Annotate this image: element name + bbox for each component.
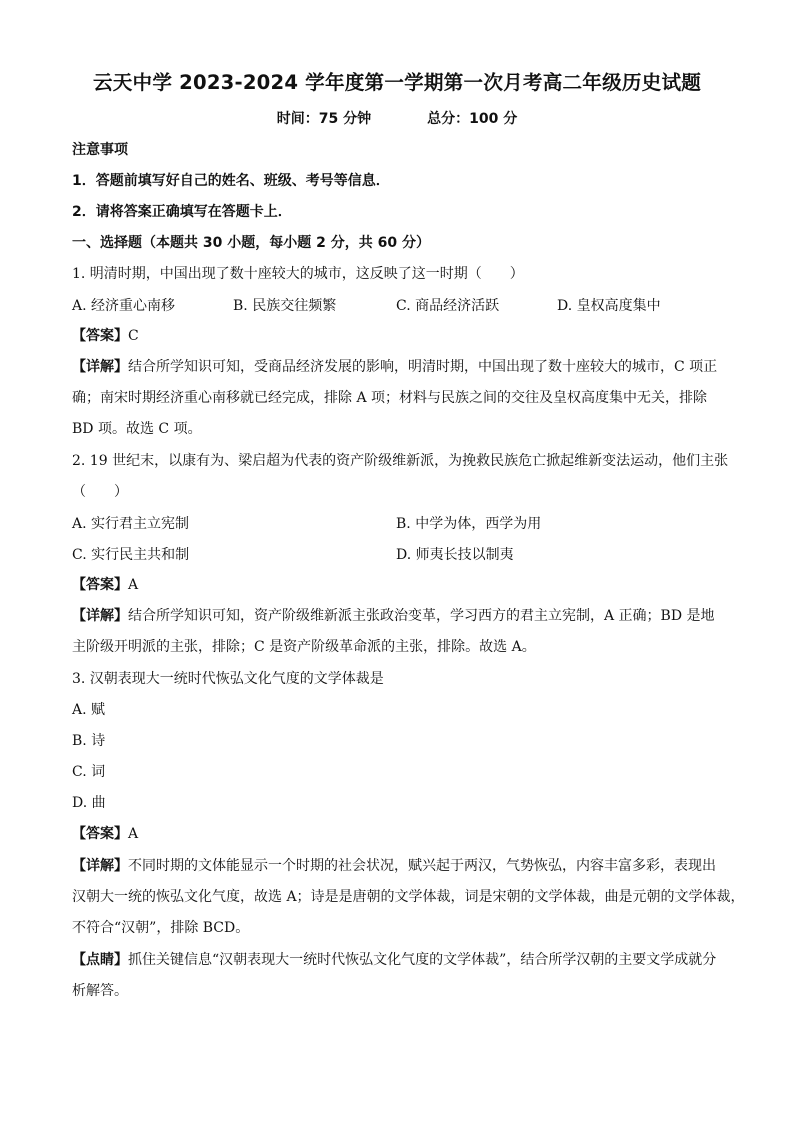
q1-option-b: B. 民族交往频繁 [233,298,337,314]
q1-detail-line-3: BD 项。故选 C 项。 [72,421,202,437]
detail-label: 【详解】 [72,858,128,874]
answer-label: 【答案】 [72,577,128,593]
exam-total-score: 总分：100 分 [427,111,518,127]
q2-option-c: C. 实行民主共和制 [72,547,190,563]
q1-stem: 1. 明清时期，中国出现了数十座较大的城市，这反映了这一时期（ ） [72,266,524,282]
q1-answer [72,326,139,346]
q3-answer-value: A [128,826,139,842]
pointer-label: 【点睛】 [72,952,128,968]
page-title: 云天中学 2023-2024 学年度第一学期第一次月考高二年级历史试题 [92,71,702,94]
notes-heading: 注意事项 [72,142,128,158]
q3-option-b: B. 诗 [72,733,106,749]
q2-stem-line-1: 2. 19 世纪末，以康有为、梁启超为代表的资产阶级维新派，为挽救民族危亡掀起维新变法运动，他们主张 [72,453,729,469]
exam-time: 时间：75 分钟 [276,111,372,127]
q1-detail-line-1: 【详解】结合所学知识可知，受商品经济发展的影响，明清时期，中国出现了数十座较大的城市，C 项正 [72,359,718,375]
notes-item-2: 2．请将答案正确填写在答题卡上． [72,204,292,220]
q2-stem-line-2: （ ） [72,484,128,500]
exam-meta [0,108,794,128]
q2-option-b: B. 中学为体，西学为用 [396,516,542,532]
q3-option-d: D. 曲 [72,795,106,811]
q3-answer [72,824,138,844]
q3-detail-line-2: 汉朝大一统的恢弘文化气度，故选 A；诗是是唐朝的文学体裁，词是宋朝的文学体裁，曲是元朝的文学体裁， [72,889,745,905]
q2-options-row-1 [0,513,794,533]
q1-detail-line-2: 确；南宋时期经济重心南移就已经完成，排除 A 项；材料与民族之间的交往及皇权高度集中无关，排除 [72,390,708,406]
q2-detail-line-1: 【详解】结合所学知识可知，资产阶级维新派主张政治变革，学习西方的君主立宪制，A 正确；BD 是地 [72,608,715,624]
detail-label: 【详解】 [72,359,128,375]
answer-label: 【答案】 [72,826,128,842]
section-heading: 一、选择题（本题共 30 小题，每小题 2 分，共 60 分） [72,235,430,251]
q3-detail-line-1: 【详解】不同时期的文体能显示一个时期的社会状况，赋兴起于两汉，气势恢弘，内容丰富多彩，表现出 [72,858,716,874]
q1-answer-value: C [128,328,139,344]
q2-detail-line-2: 主阶级开明派的主张，排除；C 是资产阶级革命派的主张，排除。故选 A。 [72,639,536,655]
q3-detail-line-3: 不符合“汉朝”，排除 BCD。 [72,920,250,936]
q3-option-c: C. 词 [72,764,106,780]
q3-option-a: A. 赋 [72,702,106,718]
q1-option-d: D. 皇权高度集中 [557,298,661,314]
q3-pointer-line-1: 【点睛】抓住关键信息“汉朝表现大一统时代恢弘文化气度的文学体裁”，结合所学汉朝的主要文学成就分 [72,952,717,968]
q2-answer [72,575,138,595]
q1-option-a: A. 经济重心南移 [72,298,176,314]
q1-options [0,295,794,315]
q2-answer-value: A [128,577,139,593]
q3-stem: 3. 汉朝表现大一统时代恢弘文化气度的文学体裁是 [72,671,384,687]
q1-option-c: C. 商品经济活跃 [396,298,500,314]
answer-label: 【答案】 [72,328,128,344]
q3-pointer-line-2: 析解答。 [72,983,128,999]
q2-option-a: A. 实行君主立宪制 [72,516,190,532]
notes-item-1: 1．答题前填写好自己的姓名、班级、考号等信息． [72,173,390,189]
q2-options-row-2 [0,544,794,564]
q2-option-d: D. 师夷长技以制夷 [396,547,514,563]
detail-label: 【详解】 [72,608,128,624]
